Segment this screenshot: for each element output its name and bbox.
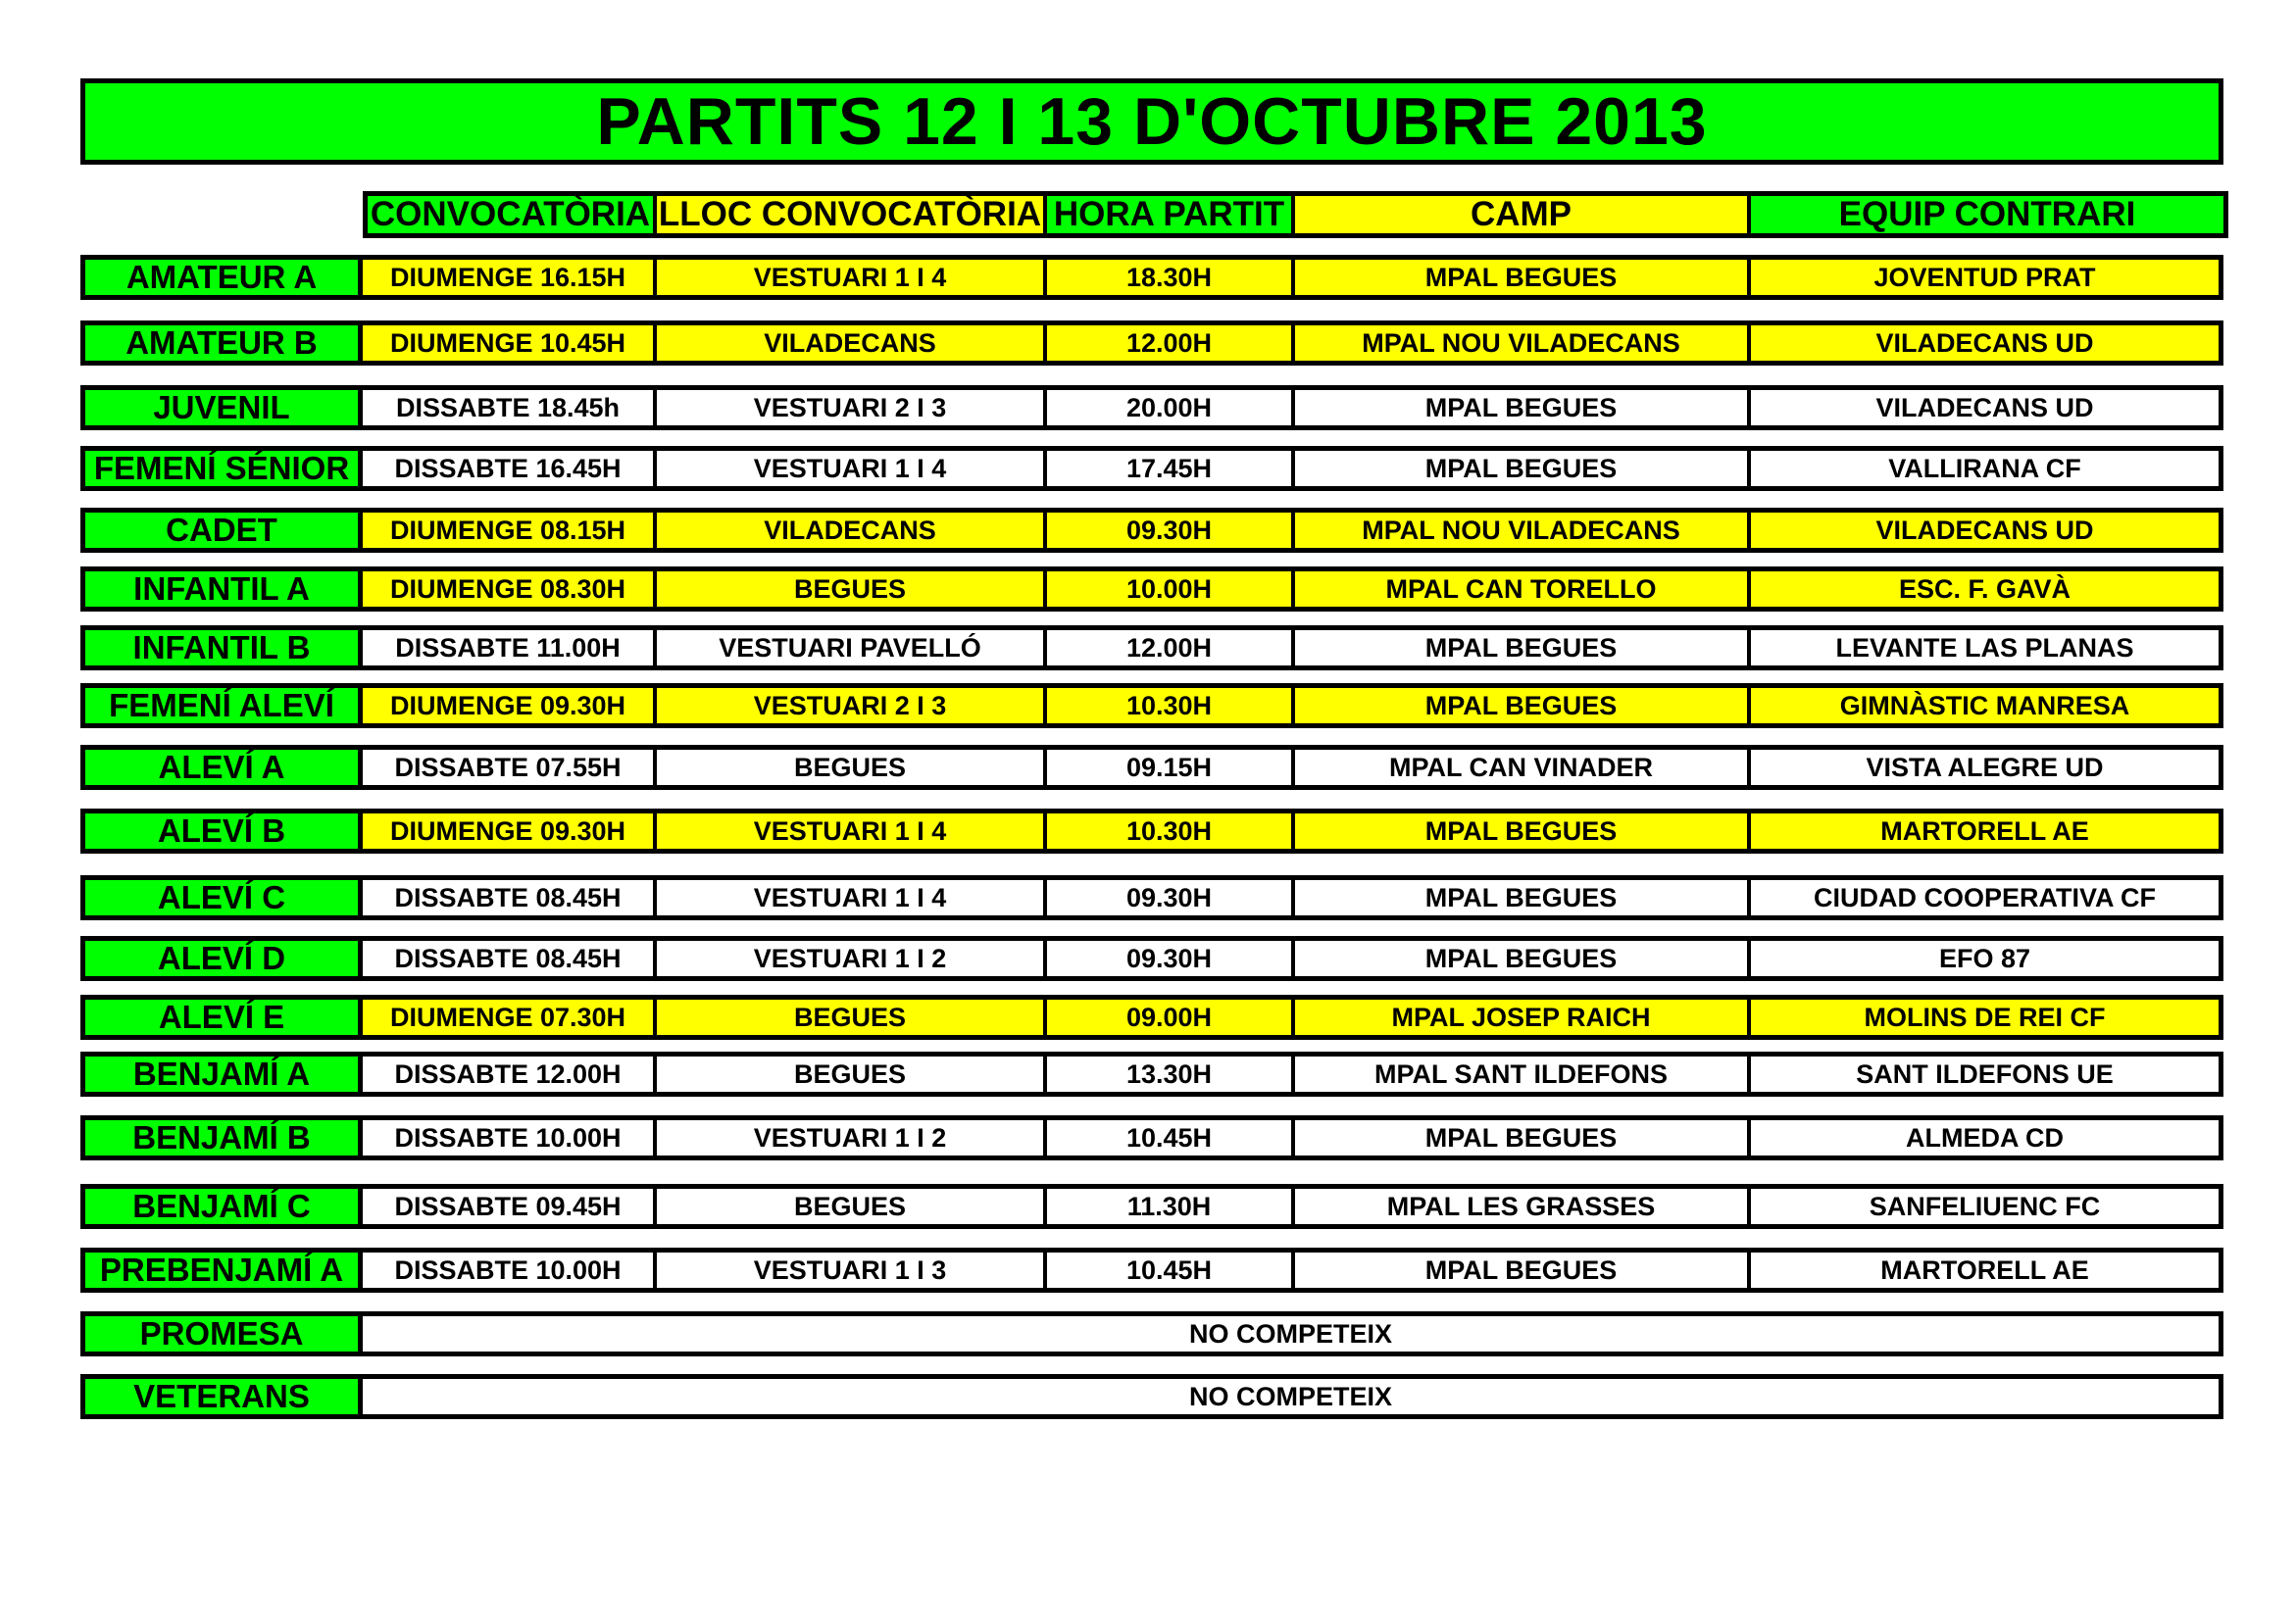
team-name: BENJAMÍ C (80, 1184, 363, 1229)
no-competition-note: NO COMPETEIX (363, 1316, 2219, 1352)
cell-convocatoria: DISSABTE 07.55H (363, 750, 657, 785)
table-row (80, 508, 2223, 553)
cell-equip-contrari: VILADECANS UD (1751, 325, 2219, 361)
cell-lloc-convocatoria: VESTUARI PAVELLÓ (657, 630, 1047, 665)
cell-equip-contrari: VILADECANS UD (1751, 390, 2219, 425)
table-row (80, 995, 2223, 1040)
cell-camp: MPAL BEGUES (1295, 880, 1751, 915)
cell-hora-partit: 09.15H (1047, 750, 1295, 785)
cell-lloc-convocatoria: VESTUARI 1 I 4 (657, 880, 1047, 915)
team-name: ALEVÍ D (80, 936, 363, 981)
cell-camp: MPAL SANT ILDEFONS (1295, 1057, 1751, 1092)
cell-hora-partit: 18.30H (1047, 260, 1295, 295)
cell-hora-partit: 13.30H (1047, 1057, 1295, 1092)
cell-equip-contrari: EFO 87 (1751, 941, 2219, 976)
table-row (80, 255, 2223, 300)
cell-convocatoria: DISSABTE 10.00H (363, 1120, 657, 1156)
cell-camp: MPAL LES GRASSES (1295, 1189, 1751, 1224)
cell-hora-partit: 09.30H (1047, 880, 1295, 915)
column-header-row (363, 191, 2228, 238)
cell-hora-partit: 09.30H (1047, 941, 1295, 976)
table-row (80, 809, 2223, 854)
table-row (80, 683, 2223, 728)
cell-equip-contrari: SANT ILDEFONS UE (1751, 1057, 2219, 1092)
cell-camp: MPAL BEGUES (1295, 1253, 1751, 1288)
cell-equip-contrari: VILADECANS UD (1751, 513, 2219, 548)
cell-convocatoria: DIUMENGE 16.15H (363, 260, 657, 295)
team-name: JUVENIL (80, 385, 363, 430)
cell-convocatoria: DIUMENGE 09.30H (363, 688, 657, 723)
cell-lloc-convocatoria: VESTUARI 1 I 2 (657, 941, 1047, 976)
cell-camp: MPAL BEGUES (1295, 630, 1751, 665)
team-name: FEMENÍ SÉNIOR (80, 446, 363, 491)
table-row (80, 625, 2223, 670)
cell-equip-contrari: ESC. F. GAVÀ (1751, 571, 2219, 607)
team-name: ALEVÍ A (80, 745, 363, 790)
header-convocatoria: CONVOCATÒRIA (368, 196, 657, 233)
table-row (80, 1052, 2223, 1097)
cell-lloc-convocatoria: VESTUARI 2 I 3 (657, 390, 1047, 425)
cell-camp: MPAL BEGUES (1295, 390, 1751, 425)
team-name: VETERANS (80, 1374, 363, 1419)
cell-lloc-convocatoria: VESTUARI 1 I 4 (657, 451, 1047, 486)
cell-convocatoria: DIUMENGE 08.15H (363, 513, 657, 548)
cell-lloc-convocatoria: VESTUARI 1 I 3 (657, 1253, 1047, 1288)
cell-hora-partit: 12.00H (1047, 630, 1295, 665)
header-hora-partit: HORA PARTIT (1047, 196, 1295, 233)
team-name: ALEVÍ B (80, 809, 363, 854)
team-name: ALEVÍ E (80, 995, 363, 1040)
team-name: PREBENJAMÍ A (80, 1248, 363, 1293)
cell-lloc-convocatoria: BEGUES (657, 1000, 1047, 1035)
team-name: INFANTIL B (80, 625, 363, 670)
cell-equip-contrari: MARTORELL AE (1751, 1253, 2219, 1288)
table-row (80, 1311, 2223, 1356)
table-row (80, 385, 2223, 430)
cell-lloc-convocatoria: VESTUARI 1 I 4 (657, 813, 1047, 849)
cell-lloc-convocatoria: VESTUARI 1 I 4 (657, 260, 1047, 295)
cell-camp: MPAL NOU VILADECANS (1295, 513, 1751, 548)
cell-convocatoria: DISSABTE 11.00H (363, 630, 657, 665)
table-row (80, 320, 2223, 366)
table-row (80, 566, 2223, 612)
cell-camp: MPAL NOU VILADECANS (1295, 325, 1751, 361)
header-camp: CAMP (1295, 196, 1751, 233)
header-lloc-convocatoria: LLOC CONVOCATÒRIA (657, 196, 1047, 233)
cell-convocatoria: DISSABTE 16.45H (363, 451, 657, 486)
cell-camp: MPAL BEGUES (1295, 941, 1751, 976)
cell-hora-partit: 10.45H (1047, 1120, 1295, 1156)
cell-camp: MPAL BEGUES (1295, 813, 1751, 849)
cell-lloc-convocatoria: VESTUARI 1 I 2 (657, 1120, 1047, 1156)
header-equip-contrari: EQUIP CONTRARI (1751, 196, 2223, 233)
team-name: CADET (80, 508, 363, 553)
cell-lloc-convocatoria: VILADECANS (657, 325, 1047, 361)
table-row (80, 936, 2223, 981)
team-name: AMATEUR B (80, 320, 363, 366)
cell-camp: MPAL BEGUES (1295, 260, 1751, 295)
cell-camp: MPAL JOSEP RAICH (1295, 1000, 1751, 1035)
cell-convocatoria: DIUMENGE 07.30H (363, 1000, 657, 1035)
cell-lloc-convocatoria: BEGUES (657, 750, 1047, 785)
cell-hora-partit: 12.00H (1047, 325, 1295, 361)
team-name: AMATEUR A (80, 255, 363, 300)
cell-hora-partit: 10.45H (1047, 1253, 1295, 1288)
team-name: PROMESA (80, 1311, 363, 1356)
team-name: BENJAMÍ A (80, 1052, 363, 1097)
no-competition-note: NO COMPETEIX (363, 1379, 2219, 1414)
cell-lloc-convocatoria: VESTUARI 2 I 3 (657, 688, 1047, 723)
table-row (80, 1184, 2223, 1229)
cell-camp: MPAL BEGUES (1295, 1120, 1751, 1156)
cell-camp: MPAL BEGUES (1295, 688, 1751, 723)
cell-hora-partit: 20.00H (1047, 390, 1295, 425)
cell-equip-contrari: CIUDAD COOPERATIVA CF (1751, 880, 2219, 915)
cell-camp: MPAL CAN TORELLO (1295, 571, 1751, 607)
cell-camp: MPAL CAN VINADER (1295, 750, 1751, 785)
cell-hora-partit: 10.30H (1047, 813, 1295, 849)
cell-convocatoria: DISSABTE 18.45h (363, 390, 657, 425)
table-row (80, 1374, 2223, 1419)
cell-hora-partit: 09.30H (1047, 513, 1295, 548)
cell-lloc-convocatoria: BEGUES (657, 571, 1047, 607)
cell-equip-contrari: JOVENTUD PRAT (1751, 260, 2219, 295)
team-name: ALEVÍ C (80, 875, 363, 920)
team-name: BENJAMÍ B (80, 1115, 363, 1160)
cell-convocatoria: DIUMENGE 10.45H (363, 325, 657, 361)
cell-equip-contrari: ALMEDA CD (1751, 1120, 2219, 1156)
cell-convocatoria: DISSABTE 08.45H (363, 880, 657, 915)
page-title: PARTITS 12 I 13 D'OCTUBRE 2013 (80, 78, 2223, 165)
cell-equip-contrari: MOLINS DE REI CF (1751, 1000, 2219, 1035)
cell-camp: MPAL BEGUES (1295, 451, 1751, 486)
cell-convocatoria: DISSABTE 08.45H (363, 941, 657, 976)
table-row (80, 1248, 2223, 1293)
cell-equip-contrari: MARTORELL AE (1751, 813, 2219, 849)
cell-lloc-convocatoria: BEGUES (657, 1189, 1047, 1224)
cell-equip-contrari: SANFELIUENC FC (1751, 1189, 2219, 1224)
cell-equip-contrari: LEVANTE LAS PLANAS (1751, 630, 2219, 665)
table-row (80, 875, 2223, 920)
cell-convocatoria: DIUMENGE 09.30H (363, 813, 657, 849)
cell-equip-contrari: VALLIRANA CF (1751, 451, 2219, 486)
cell-equip-contrari: GIMNÀSTIC MANRESA (1751, 688, 2219, 723)
table-row (80, 745, 2223, 790)
table-row (80, 1115, 2223, 1160)
cell-convocatoria: DISSABTE 09.45H (363, 1189, 657, 1224)
cell-convocatoria: DIUMENGE 08.30H (363, 571, 657, 607)
cell-convocatoria: DISSABTE 12.00H (363, 1057, 657, 1092)
team-name: FEMENÍ ALEVÍ (80, 683, 363, 728)
cell-hora-partit: 10.30H (1047, 688, 1295, 723)
cell-lloc-convocatoria: BEGUES (657, 1057, 1047, 1092)
cell-hora-partit: 17.45H (1047, 451, 1295, 486)
cell-hora-partit: 10.00H (1047, 571, 1295, 607)
table-row (80, 446, 2223, 491)
cell-hora-partit: 11.30H (1047, 1189, 1295, 1224)
cell-lloc-convocatoria: VILADECANS (657, 513, 1047, 548)
cell-convocatoria: DISSABTE 10.00H (363, 1253, 657, 1288)
team-name: INFANTIL A (80, 566, 363, 612)
cell-equip-contrari: VISTA ALEGRE UD (1751, 750, 2219, 785)
cell-hora-partit: 09.00H (1047, 1000, 1295, 1035)
